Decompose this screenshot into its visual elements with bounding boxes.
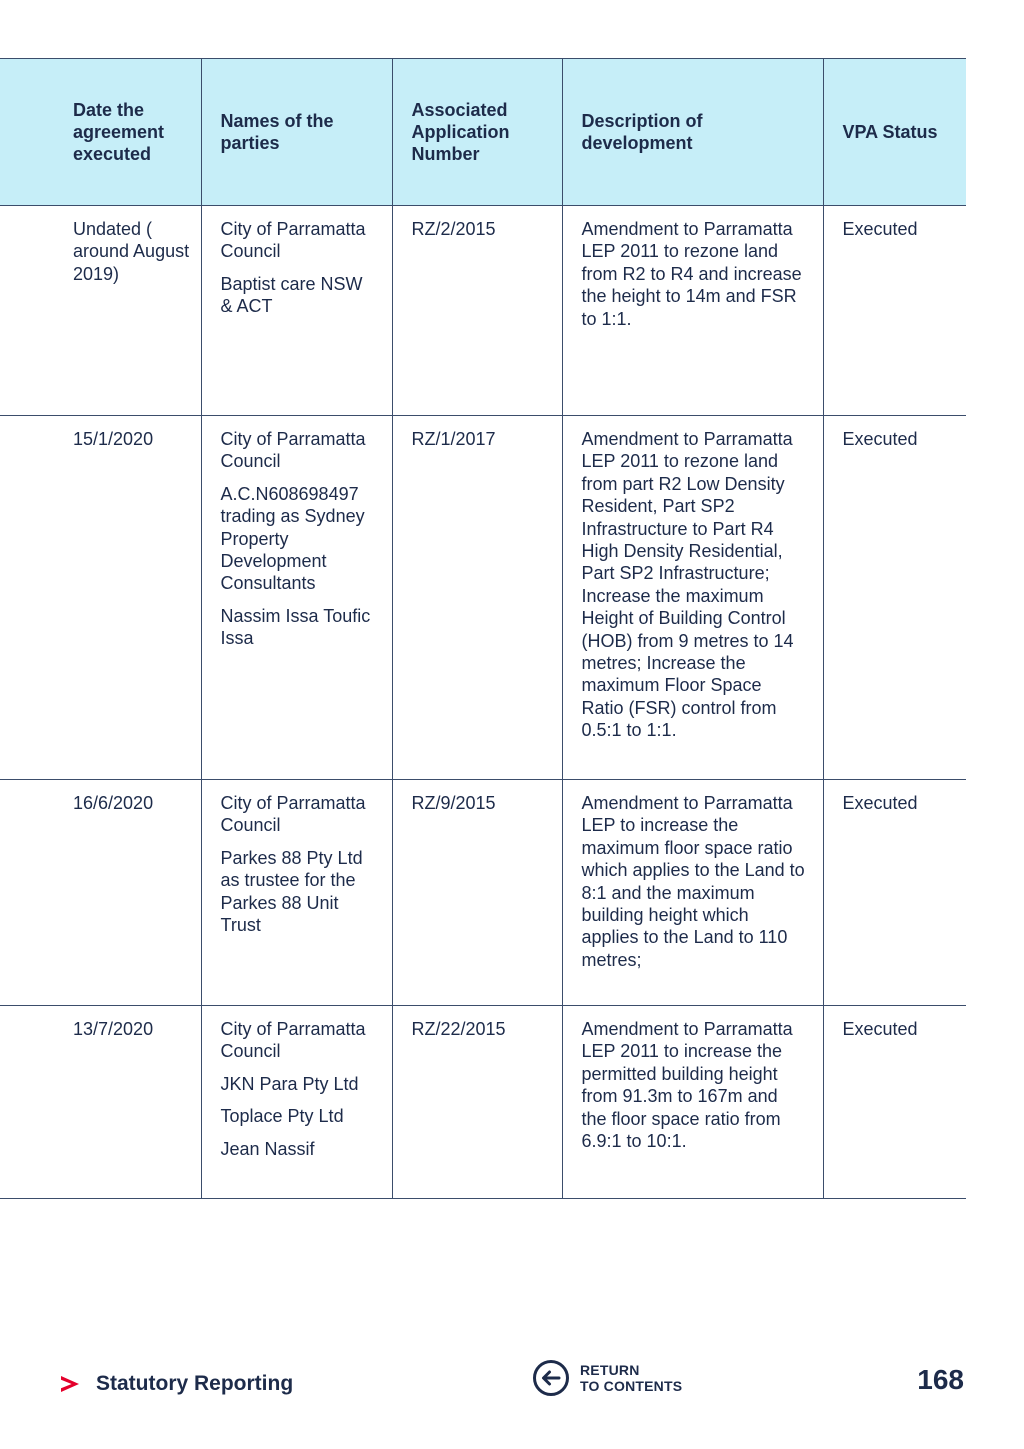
party-name: Nassim Issa Toufic Issa <box>220 605 371 649</box>
cell-vpa-status: Executed <box>823 206 966 416</box>
cell-application-number: RZ/2/2015 <box>392 206 562 416</box>
cell-vpa-status: Executed <box>823 1006 966 1199</box>
header-row <box>0 59 966 206</box>
cell-parties <box>201 780 392 1006</box>
cell-parties <box>201 416 392 780</box>
table-body <box>0 206 966 1199</box>
party-name: JKN Para Pty Ltd <box>220 1073 359 1094</box>
vpa-register-table <box>0 58 966 1199</box>
return-to-contents-link[interactable] <box>532 1358 682 1398</box>
table-header <box>0 59 966 206</box>
table-row <box>0 416 966 780</box>
footer-section-link[interactable] <box>58 1368 293 1400</box>
table-row <box>0 1006 966 1199</box>
party-name: Toplace Pty Ltd <box>220 1106 344 1127</box>
return-label-line1: RETURN <box>580 1362 640 1378</box>
party-name: City of Parramatta Council <box>220 429 366 472</box>
header-application-number: Associated Application Number <box>392 59 562 206</box>
cell-description: Amendment to Parramatta LEP 2011 to rezone land from R2 to R4 and increase the height to 14m and FSR to 1:1. <box>562 206 823 416</box>
party-name: Parkes 88 Pty Ltd as trustee for the Parkes 88 Unit Trust <box>220 847 363 936</box>
cell-description: Amendment to Parramatta LEP 2011 to rezone land from part R2 Low Density Resident, Part SP2 Infrastructure to Part R4 High Density Residential, Part SP2 Infrastructure; Increase the maximum Height of Building Control (HOB) from 9 metres to 14 metres; Increase the maximum Floor Space Ratio (FSR) control from 0.5:1 to 1:1. <box>562 416 823 780</box>
table-row <box>0 780 966 1006</box>
cell-parties <box>201 1006 392 1199</box>
cell-date: Undated ( around August 2019) <box>0 206 201 416</box>
header-parties: Names of the parties <box>201 59 392 206</box>
section-label: Statutory Reporting <box>96 1372 294 1395</box>
cell-vpa-status: Executed <box>823 416 966 780</box>
cell-date: 15/1/2020 <box>0 416 201 780</box>
party-name: Baptist care NSW & ACT <box>220 273 363 317</box>
cell-vpa-status: Executed <box>823 780 966 1006</box>
header-vpa-status: VPA Status <box>823 59 966 206</box>
cell-application-number: RZ/1/2017 <box>392 416 562 780</box>
header-description: Description of development <box>562 59 823 206</box>
table-row <box>0 206 966 416</box>
chevron-right-icon <box>58 1372 82 1396</box>
page-number: 168 <box>917 1364 964 1395</box>
party-name: A.C.N608698497 trading as Sydney Property Development Consultants <box>220 483 365 594</box>
header-date: Date the agreement executed <box>0 59 201 206</box>
party-name: City of Parramatta Council <box>220 793 366 836</box>
cell-description: Amendment to Parramatta LEP 2011 to increase the permitted building height from 91.3m to 167m and the floor space ratio from 6.9:1 to 10:1. <box>562 1006 823 1199</box>
party-name: City of Parramatta Council <box>220 1019 366 1062</box>
cell-date: 16/6/2020 <box>0 780 201 1006</box>
return-label-line2: TO CONTENTS <box>580 1378 683 1394</box>
party-name: City of Parramatta Council <box>220 219 366 262</box>
return-label <box>580 1362 682 1394</box>
cell-parties <box>201 206 392 416</box>
cell-description: Amendment to Parramatta LEP to increase the maximum floor space ratio which applies to the Land to 8:1 and the maximum building height which applies to the Land to 110 metres; <box>562 780 823 1006</box>
party-name: Jean Nassif <box>220 1138 315 1159</box>
cell-date: 13/7/2020 <box>0 1006 201 1199</box>
arrow-left-circle-icon <box>532 1359 570 1397</box>
cell-application-number: RZ/9/2015 <box>392 780 562 1006</box>
cell-application-number: RZ/22/2015 <box>392 1006 562 1199</box>
